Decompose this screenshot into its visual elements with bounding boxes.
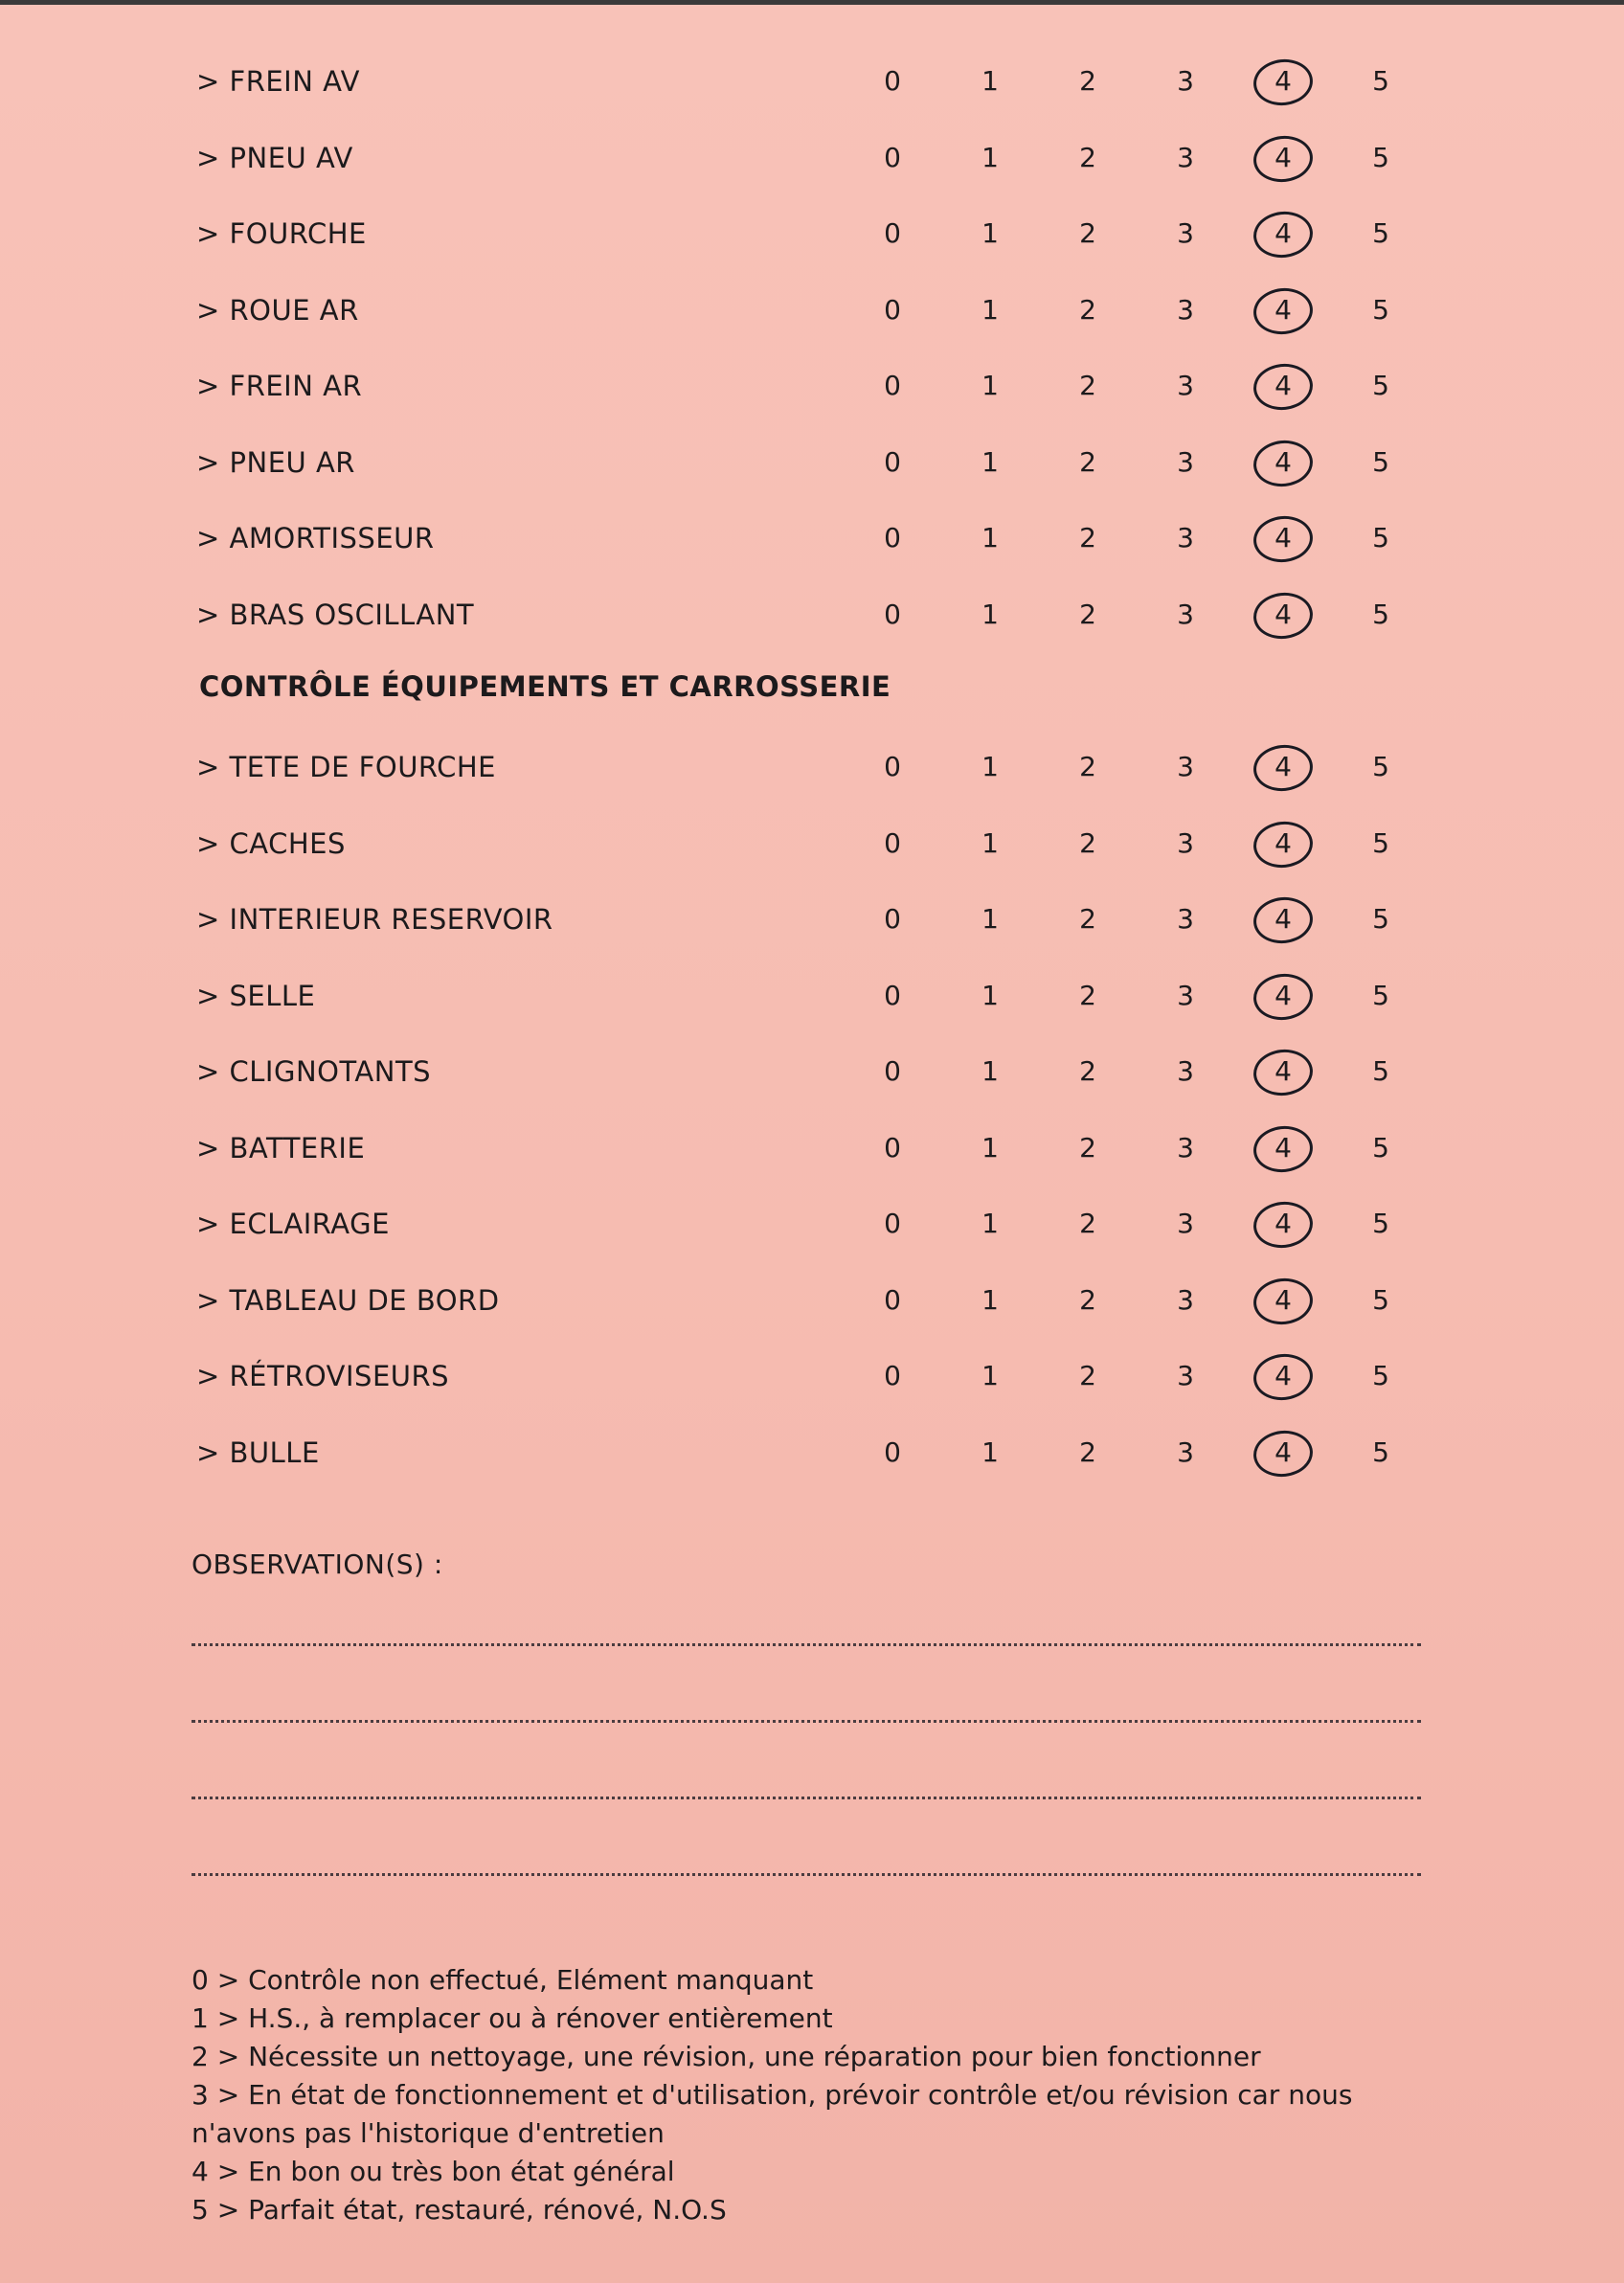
- selected-circle-mark: [1252, 970, 1316, 1022]
- score-option-1[interactable]: 1: [981, 65, 999, 97]
- score-option-2[interactable]: 2: [1079, 826, 1096, 859]
- selected-circle-mark: [1252, 589, 1316, 641]
- score-option-1[interactable]: 1: [981, 141, 999, 173]
- score-option-4[interactable]: 4: [1264, 446, 1302, 478]
- score-option-3[interactable]: 3: [1177, 903, 1194, 935]
- row-label: > FREIN AR: [196, 370, 363, 402]
- row-label: > AMORTISSEUR: [196, 522, 435, 554]
- score-option-2[interactable]: 2: [1079, 1435, 1096, 1468]
- score-option-0[interactable]: 0: [884, 751, 901, 782]
- score-option-0[interactable]: 0: [884, 826, 901, 859]
- score-option-1[interactable]: 1: [981, 370, 999, 401]
- rating-row: [196, 1202, 1441, 1250]
- score-option-5[interactable]: 5: [1372, 598, 1389, 630]
- legend-line: 4 > En bon ou très bon état général: [192, 2156, 675, 2187]
- score-option-5[interactable]: 5: [1372, 141, 1389, 173]
- selected-circle-mark: [1252, 1351, 1316, 1403]
- score-option-3[interactable]: 3: [1177, 522, 1194, 554]
- score-option-3[interactable]: 3: [1177, 217, 1194, 249]
- rating-row: [196, 1431, 1441, 1479]
- observation-line[interactable]: [192, 1720, 1421, 1723]
- row-label: > ECLAIRAGE: [196, 1208, 390, 1240]
- legend-line: 1 > H.S., à remplacer ou à rénover entièrement: [192, 2002, 833, 2034]
- score-option-0[interactable]: 0: [884, 445, 901, 478]
- rating-row: [196, 822, 1441, 870]
- observations-label: OBSERVATION(S) :: [192, 1548, 443, 1580]
- score-option-1[interactable]: 1: [981, 598, 999, 630]
- score-option-4[interactable]: 4: [1264, 903, 1302, 935]
- rating-row: [196, 974, 1441, 1022]
- rating-row: [196, 59, 1441, 107]
- row-label: > PNEU AV: [196, 141, 353, 174]
- score-option-5[interactable]: 5: [1372, 522, 1389, 554]
- score-option-2[interactable]: 2: [1079, 445, 1096, 478]
- row-label: > CLIGNOTANTS: [196, 1055, 432, 1088]
- rating-row: [196, 516, 1441, 564]
- score-option-2[interactable]: 2: [1079, 598, 1096, 630]
- score-option-3[interactable]: 3: [1177, 751, 1194, 782]
- score-option-4[interactable]: 4: [1264, 522, 1302, 554]
- score-option-3[interactable]: 3: [1177, 1131, 1194, 1164]
- score-option-1[interactable]: 1: [981, 1283, 999, 1316]
- score-option-3[interactable]: 3: [1177, 979, 1194, 1011]
- score-option-4[interactable]: 4: [1264, 65, 1302, 97]
- score-option-2[interactable]: 2: [1079, 1131, 1096, 1164]
- score-option-0[interactable]: 0: [884, 293, 901, 326]
- row-label: > TABLEAU DE BORD: [196, 1283, 500, 1317]
- score-option-4[interactable]: 4: [1264, 294, 1302, 326]
- score-option-5[interactable]: 5: [1372, 1360, 1389, 1391]
- legend-line: 0 > Contrôle non effectué, Elément manquant: [192, 1964, 814, 1996]
- score-option-1[interactable]: 1: [981, 293, 999, 326]
- score-option-2[interactable]: 2: [1079, 141, 1096, 173]
- score-option-4[interactable]: 4: [1264, 1360, 1302, 1391]
- score-option-5[interactable]: 5: [1372, 217, 1389, 249]
- row-label: > ROUE AR: [196, 293, 359, 327]
- legend: [192, 1961, 1436, 2229]
- selected-circle-mark: [1252, 1427, 1316, 1479]
- score-option-1[interactable]: 1: [981, 751, 999, 782]
- score-option-3[interactable]: 3: [1177, 1435, 1194, 1468]
- row-label: > CACHES: [196, 826, 346, 860]
- score-option-5[interactable]: 5: [1372, 903, 1389, 935]
- selected-circle-mark: [1252, 894, 1316, 946]
- score-option-0[interactable]: 0: [884, 1360, 901, 1391]
- score-option-4[interactable]: 4: [1264, 217, 1302, 249]
- score-option-4[interactable]: 4: [1264, 1284, 1302, 1316]
- score-option-0[interactable]: 0: [884, 979, 901, 1011]
- score-option-3[interactable]: 3: [1177, 826, 1194, 859]
- score-option-4[interactable]: 4: [1264, 142, 1302, 173]
- score-option-4[interactable]: 4: [1264, 980, 1302, 1011]
- score-option-0[interactable]: 0: [884, 1435, 901, 1468]
- score-option-3[interactable]: 3: [1177, 598, 1194, 630]
- score-option-2[interactable]: 2: [1079, 217, 1096, 249]
- rating-row: [196, 745, 1441, 793]
- rating-row: [196, 441, 1441, 488]
- rating-row: [196, 212, 1441, 260]
- score-option-3[interactable]: 3: [1177, 1283, 1194, 1316]
- score-option-0[interactable]: 0: [884, 370, 901, 401]
- score-option-3[interactable]: 3: [1177, 1208, 1194, 1239]
- score-option-1[interactable]: 1: [981, 522, 999, 554]
- legend-line: n'avons pas l'historique d'entretien: [192, 2117, 665, 2149]
- score-option-1[interactable]: 1: [981, 445, 999, 478]
- score-option-2[interactable]: 2: [1079, 370, 1096, 401]
- score-option-1[interactable]: 1: [981, 826, 999, 859]
- score-option-3[interactable]: 3: [1177, 293, 1194, 326]
- score-option-1[interactable]: 1: [981, 1360, 999, 1391]
- row-label: > FREIN AV: [196, 65, 360, 98]
- score-option-2[interactable]: 2: [1079, 1283, 1096, 1316]
- selected-circle-mark: [1252, 1122, 1316, 1174]
- score-option-0[interactable]: 0: [884, 1131, 901, 1164]
- score-option-5[interactable]: 5: [1372, 1283, 1389, 1316]
- selected-circle-mark: [1252, 209, 1316, 260]
- score-option-4[interactable]: 4: [1264, 1436, 1302, 1468]
- score-option-4[interactable]: 4: [1264, 751, 1302, 782]
- section-title: CONTRÔLE ÉQUIPEMENTS ET CARROSSERIE: [199, 670, 891, 703]
- score-option-1[interactable]: 1: [981, 979, 999, 1011]
- legend-line: 2 > Nécessite un nettoyage, une révision, une réparation pour bien fonctionner: [192, 2041, 1261, 2072]
- selected-circle-mark: [1252, 513, 1316, 565]
- selected-circle-mark: [1252, 1199, 1316, 1251]
- score-option-5[interactable]: 5: [1372, 1208, 1389, 1239]
- score-option-4[interactable]: 4: [1264, 599, 1302, 630]
- score-option-5[interactable]: 5: [1372, 293, 1389, 326]
- score-option-1[interactable]: 1: [981, 903, 999, 935]
- legend-line: 3 > En état de fonctionnement et d'utilisation, prévoir contrôle et/ou révision car nous: [192, 2079, 1353, 2111]
- observation-line[interactable]: [192, 1643, 1421, 1646]
- score-option-5[interactable]: 5: [1372, 1055, 1389, 1087]
- score-option-3[interactable]: 3: [1177, 445, 1194, 478]
- observation-line[interactable]: [192, 1873, 1421, 1876]
- row-label: > RÉTROVISEURS: [196, 1360, 450, 1392]
- rating-row: [196, 136, 1441, 184]
- score-option-2[interactable]: 2: [1079, 65, 1096, 97]
- score-option-4[interactable]: 4: [1264, 1208, 1302, 1239]
- score-option-2[interactable]: 2: [1079, 1208, 1096, 1239]
- score-option-5[interactable]: 5: [1372, 445, 1389, 478]
- row-label: > PNEU AR: [196, 445, 355, 479]
- selected-circle-mark: [1252, 57, 1316, 108]
- score-option-3[interactable]: 3: [1177, 370, 1194, 401]
- score-option-5[interactable]: 5: [1372, 1435, 1389, 1468]
- row-label: > INTERIEUR RESERVOIR: [196, 903, 553, 936]
- score-option-0[interactable]: 0: [884, 65, 901, 97]
- selected-circle-mark: [1252, 818, 1316, 870]
- rating-row: [196, 593, 1441, 641]
- row-label: > BATTERIE: [196, 1131, 366, 1164]
- score-option-5[interactable]: 5: [1372, 979, 1389, 1011]
- score-option-0[interactable]: 0: [884, 141, 901, 173]
- legend-line: 5 > Parfait état, restauré, rénové, N.O.S: [192, 2194, 727, 2226]
- score-option-2[interactable]: 2: [1079, 1360, 1096, 1391]
- score-option-1[interactable]: 1: [981, 217, 999, 249]
- score-option-3[interactable]: 3: [1177, 65, 1194, 97]
- row-label: > FOURCHE: [196, 217, 367, 250]
- score-option-5[interactable]: 5: [1372, 370, 1389, 401]
- row-label: > TETE DE FOURCHE: [196, 751, 496, 783]
- score-option-2[interactable]: 2: [1079, 522, 1096, 554]
- score-option-1[interactable]: 1: [981, 1131, 999, 1164]
- score-option-0[interactable]: 0: [884, 1283, 901, 1316]
- score-option-4[interactable]: 4: [1264, 1055, 1302, 1087]
- selected-circle-mark: [1252, 437, 1316, 488]
- score-option-0[interactable]: 0: [884, 1208, 901, 1239]
- observation-line[interactable]: [192, 1797, 1421, 1799]
- score-option-0[interactable]: 0: [884, 903, 901, 935]
- score-option-2[interactable]: 2: [1079, 1055, 1096, 1087]
- score-option-3[interactable]: 3: [1177, 141, 1194, 173]
- score-option-3[interactable]: 3: [1177, 1055, 1194, 1087]
- rating-row: [196, 288, 1441, 336]
- row-label: > BRAS OSCILLANT: [196, 598, 475, 631]
- rating-row: [196, 1354, 1441, 1402]
- score-option-1[interactable]: 1: [981, 1208, 999, 1239]
- rating-row: [196, 1126, 1441, 1174]
- score-option-1[interactable]: 1: [981, 1435, 999, 1468]
- rating-row: [196, 364, 1441, 412]
- score-option-5[interactable]: 5: [1372, 65, 1389, 97]
- rating-row: [196, 1278, 1441, 1326]
- score-option-3[interactable]: 3: [1177, 1360, 1194, 1391]
- score-option-5[interactable]: 5: [1372, 826, 1389, 859]
- row-label: > BULLE: [196, 1435, 320, 1469]
- score-option-1[interactable]: 1: [981, 1055, 999, 1087]
- score-option-2[interactable]: 2: [1079, 293, 1096, 326]
- selected-circle-mark: [1252, 1275, 1316, 1326]
- score-option-0[interactable]: 0: [884, 598, 901, 630]
- score-option-4[interactable]: 4: [1264, 370, 1302, 401]
- selected-circle-mark: [1252, 742, 1316, 794]
- rating-row: [196, 897, 1441, 945]
- score-option-4[interactable]: 4: [1264, 1132, 1302, 1164]
- row-label: > SELLE: [196, 979, 316, 1012]
- score-option-0[interactable]: 0: [884, 217, 901, 249]
- selected-circle-mark: [1252, 361, 1316, 413]
- score-option-4[interactable]: 4: [1264, 827, 1302, 859]
- score-option-2[interactable]: 2: [1079, 903, 1096, 935]
- score-option-2[interactable]: 2: [1079, 751, 1096, 782]
- score-option-0[interactable]: 0: [884, 522, 901, 554]
- score-option-5[interactable]: 5: [1372, 751, 1389, 782]
- selected-circle-mark: [1252, 132, 1316, 184]
- rating-row: [196, 1050, 1441, 1097]
- selected-circle-mark: [1252, 284, 1316, 336]
- score-option-0[interactable]: 0: [884, 1055, 901, 1087]
- selected-circle-mark: [1252, 1047, 1316, 1098]
- score-option-5[interactable]: 5: [1372, 1131, 1389, 1164]
- score-option-2[interactable]: 2: [1079, 979, 1096, 1011]
